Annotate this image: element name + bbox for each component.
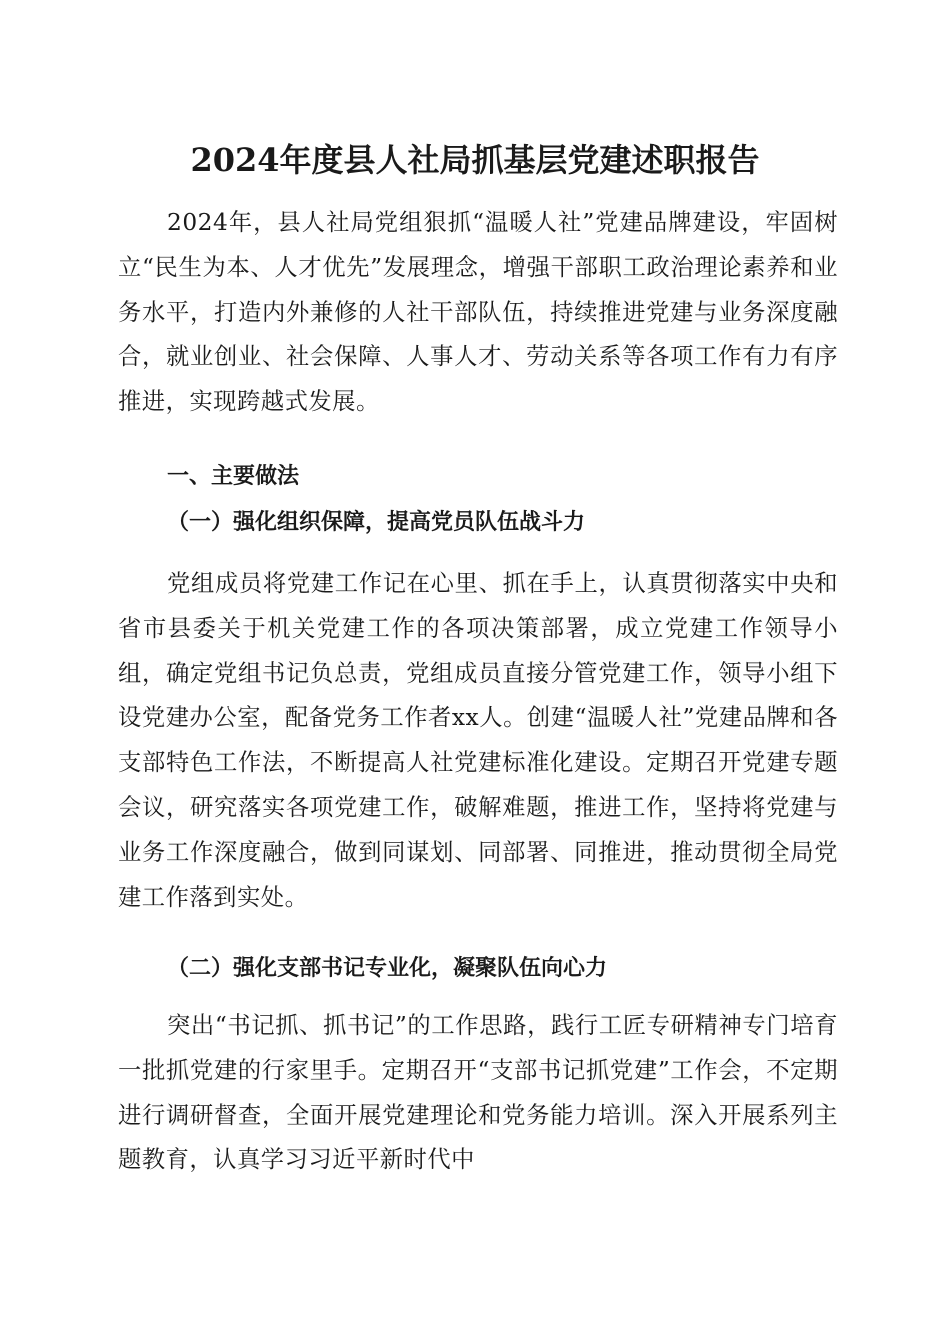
document-title: 2024年度县人社局抓基层党建述职报告 [190, 141, 760, 179]
subsection-2-paragraph: 突出“书记抓、抓书记”的工作思路，践行工匠专研精神专门培育一批抓党建的行家里手。定期召开“支部书记抓党建”工作会，不定期进行调研督查，全面开展党建理论和党务能力培训。深入开展系列主题教育，认真学习习近平新时代中 [118, 1012, 838, 1174]
section-heading-main-practices: 一、主要做法 [167, 464, 300, 489]
intro-paragraph: 2024年，县人社局党组狠抓“温暖人社”党建品牌建设，牢固树立“民生为本、人才优先”发展理念，增强干部职工政治理论素养和业务水平，打造内外兼修的人社干部队伍，持续推进党建与业务深度融合，就业创业、社会保障、人事人才、劳动关系等各项工作有力有序推进，实现跨越式发展。 [118, 209, 838, 416]
subsection-1-paragraph: 党组成员将党建工作记在心里、抓在手上，认真贯彻落实中央和省市县委关于机关党建工作的各项决策部署，成立党建工作领导小组，确定党组书记负总责，党组成员直接分管党建工作，领导小组下设党建办公室，配备党务工作者xx人。创建“温暖人社”党建品牌和各支部特色工作法，不断提高人社党建标准化建设。定期召开党建专题会议，研究落实各项党建工作，破解难题，推进工作，坚持将党建与业务工作深度融合，做到同谋划、同部署、同推进，推动贯彻全局党建工作落到实处。 [118, 570, 838, 911]
subsection-heading-organization: （一）强化组织保障，提高党员队伍战斗力 [167, 509, 586, 535]
subsection-heading-secretary: （二）强化支部书记专业化，凝聚队伍向心力 [167, 955, 608, 981]
